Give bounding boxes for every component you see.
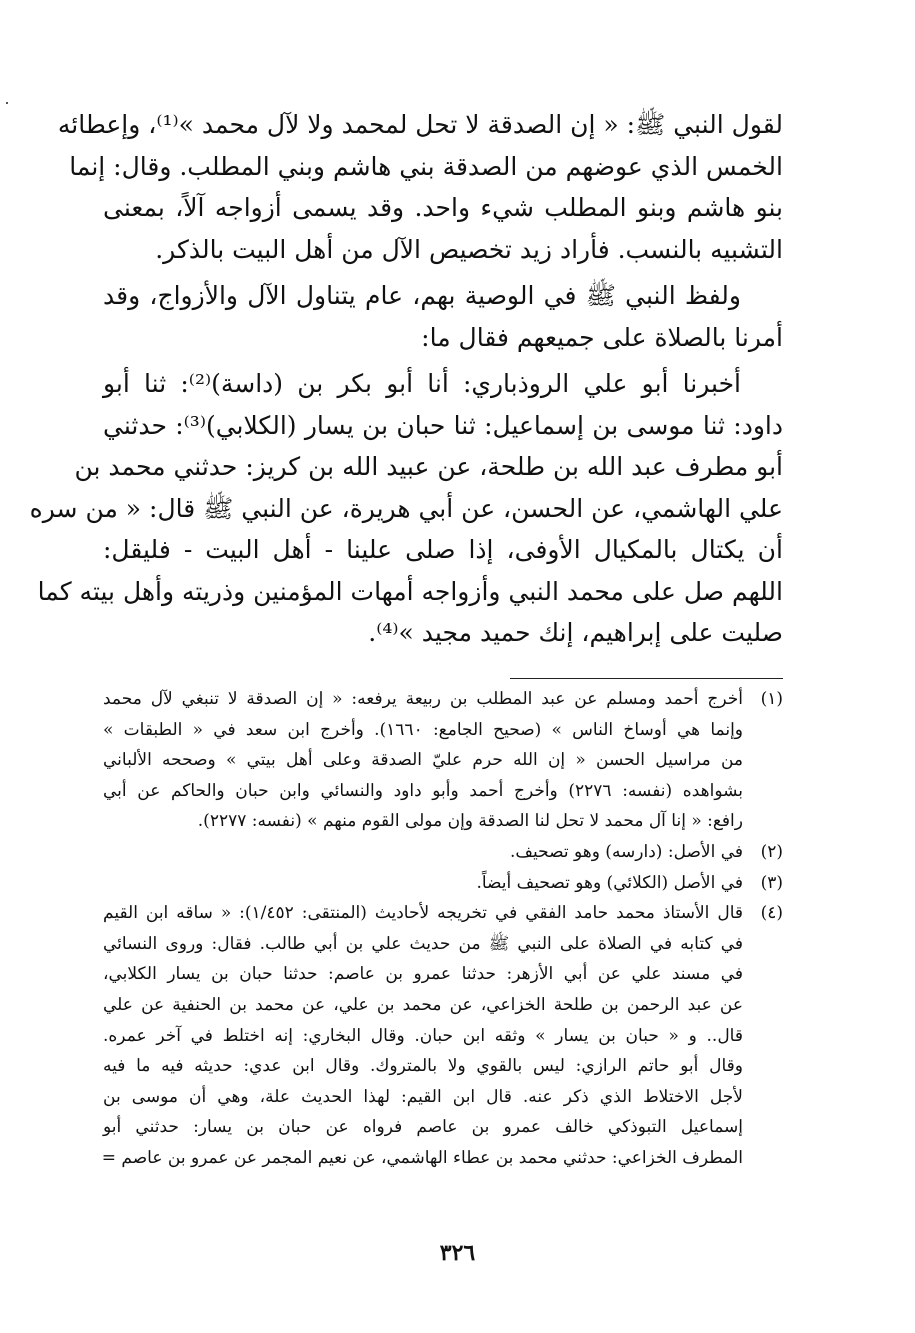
page-number: ٣٢٦ [439,1240,476,1266]
main-text [29,104,784,654]
text-line: علي الهاشمي، عن الحسن، عن أبي هريرة، عن النبي ﷺ قال: « من سره [29,493,783,523]
text-line: بنو هاشم وبنو المطلب شيء واحد. وقد يسمى أزواجه آلاً، بمعنى [103,193,783,222]
footnotes [103,684,783,1174]
text-line: الخمس الذي عوضهم من الصدقة بني هاشم وبني المطلب. وقال: إنما [69,151,783,181]
footnote-number: (٤) [760,903,783,924]
text-line: أخبرنا أبو علي الروذباري: أنا أبو بكر بن (داسة)⁽²⁾: ثنا أبو [103,369,741,398]
text-line: ولفظ النبي ﷺ في الوصية بهم، عام يتناول الآل والأزواج، وقد [103,281,741,310]
text-line: لقول النبي ﷺ: « إن الصدقة لا تحل لمحمد ولا لآل محمد »⁽¹⁾، وإعطائه [57,110,783,139]
footnote-line: وقال أبو حاتم الرازي: ليس بالقوي ولا بالمتروك. وقال ابن عدي: حديثه فيه ما فيه [103,1056,743,1077]
scan-mark [6,102,8,104]
footnote-line: لأجل الاختلاط الذي ذكر عنه. قال ابن القيم: لهذا الحديث علة، وهي أن موسى بن [103,1086,743,1107]
footnote-3 [103,868,783,899]
footnote-1 [103,684,783,837]
footnote-line: رافع: « إنا آل محمد لا تحل لنا الصدقة وإن مولى القوم منهم » (نفسه: ٢٢٧٧). [197,811,743,832]
text-line: أبو مطرف عبد الله بن طلحة، عن عبيد الله بن كريز: حدثني محمد بن [74,452,783,481]
footnote-number: (١) [760,689,783,709]
footnote-separator [510,678,783,679]
footnote-line: في كتابه في الصلاة على النبي ﷺ من حديث علي بن أبي طالب. فقال: وروى النسائي [103,933,743,954]
text-line: أن يكتال بالمكيال الأوفى، إذا صلى علينا - أهل البيت - فليقل: [103,535,783,564]
footnote-line: في مسند علي عن أبي الأزهر: حدثنا عمرو بن عاصم: حدثنا حبان بن يسار الكلابي، [103,964,743,985]
footnote-line: عن عبد الرحمن بن طلحة الخزاعي، عن محمد بن علي، عن محمد بن الحنفية عن علي [103,994,743,1015]
paragraph-1 [57,104,783,270]
footnote-line: بشواهده (نفسه: ٢٢٧٦) وأخرج أحمد وأبو داود والنسائي وابن حبان والحاكم عن أبي [103,780,743,801]
footnote-4 [103,898,783,1173]
text-line: صليت على إبراهيم، إنك حميد مجيد »⁽⁴⁾. [368,618,783,647]
footnote-line: في الأصل (الكلائي) وهو تصحيف أيضاً. [476,872,743,893]
footnote-number: (٣) [760,872,783,893]
footnote-line: المطرف الخزاعي: حدثني محمد بن عطاء الهاشمي، عن نعيم المجمر عن عمرو بن عاصم = [101,1147,743,1168]
footnote-line: قال.. و « حبان بن يسار » وثقه ابن حبان. وقال البخاري: إنه اختلط في آخر عمره. [103,1025,743,1046]
footnote-line: من مراسيل الحسن « إن الله حرم عليّ الصدقة وعلى أهل بيتي » وصححه الألباني [103,750,743,771]
paragraph-2 [103,275,783,358]
footnote-number: (٢) [760,841,783,862]
footnote-line: في الأصل: (دارسه) وهو تصحيف. [509,841,743,862]
footnote-2 [103,837,783,868]
footnote-line: وإنما هي أوساخ الناس » (صحيح الجامع: ١٦٦٠). وأخرج ابن سعد في « الطبقات » [103,719,743,740]
text-line: أمرنا بالصلاة على جميعهم فقال ما: [421,322,783,352]
footnote-line: قال الأستاذ محمد حامد الفقي في تخريجه لأحاديث (المنتقى: ١/٤٥٢): « ساقه ابن القيم [103,903,744,924]
text-line: اللهم صل على محمد النبي وأزواجه أمهات المؤمنين وذريته وأهل بيته كما [37,576,783,606]
text-line: التشبيه بالنسب. فأراد زيد تخصيص الآل من أهل البيت بالذكر. [155,234,783,264]
text-line: داود: ثنا موسى بن إسماعيل: ثنا حبان بن يسار (الكلابي)⁽³⁾: حدثني [103,410,784,440]
paragraph-3 [29,363,784,654]
footnote-line: أخرج أحمد ومسلم عن عبد المطلب بن ربيعة يرفعه: « إن الصدقة لا تنبغي لآل محمد [103,689,743,709]
footnote-line: إسماعيل التبوذكي خالف عمرو بن عاصم فرواه عن حبان بن يسار: حدثني أبو [103,1117,743,1138]
